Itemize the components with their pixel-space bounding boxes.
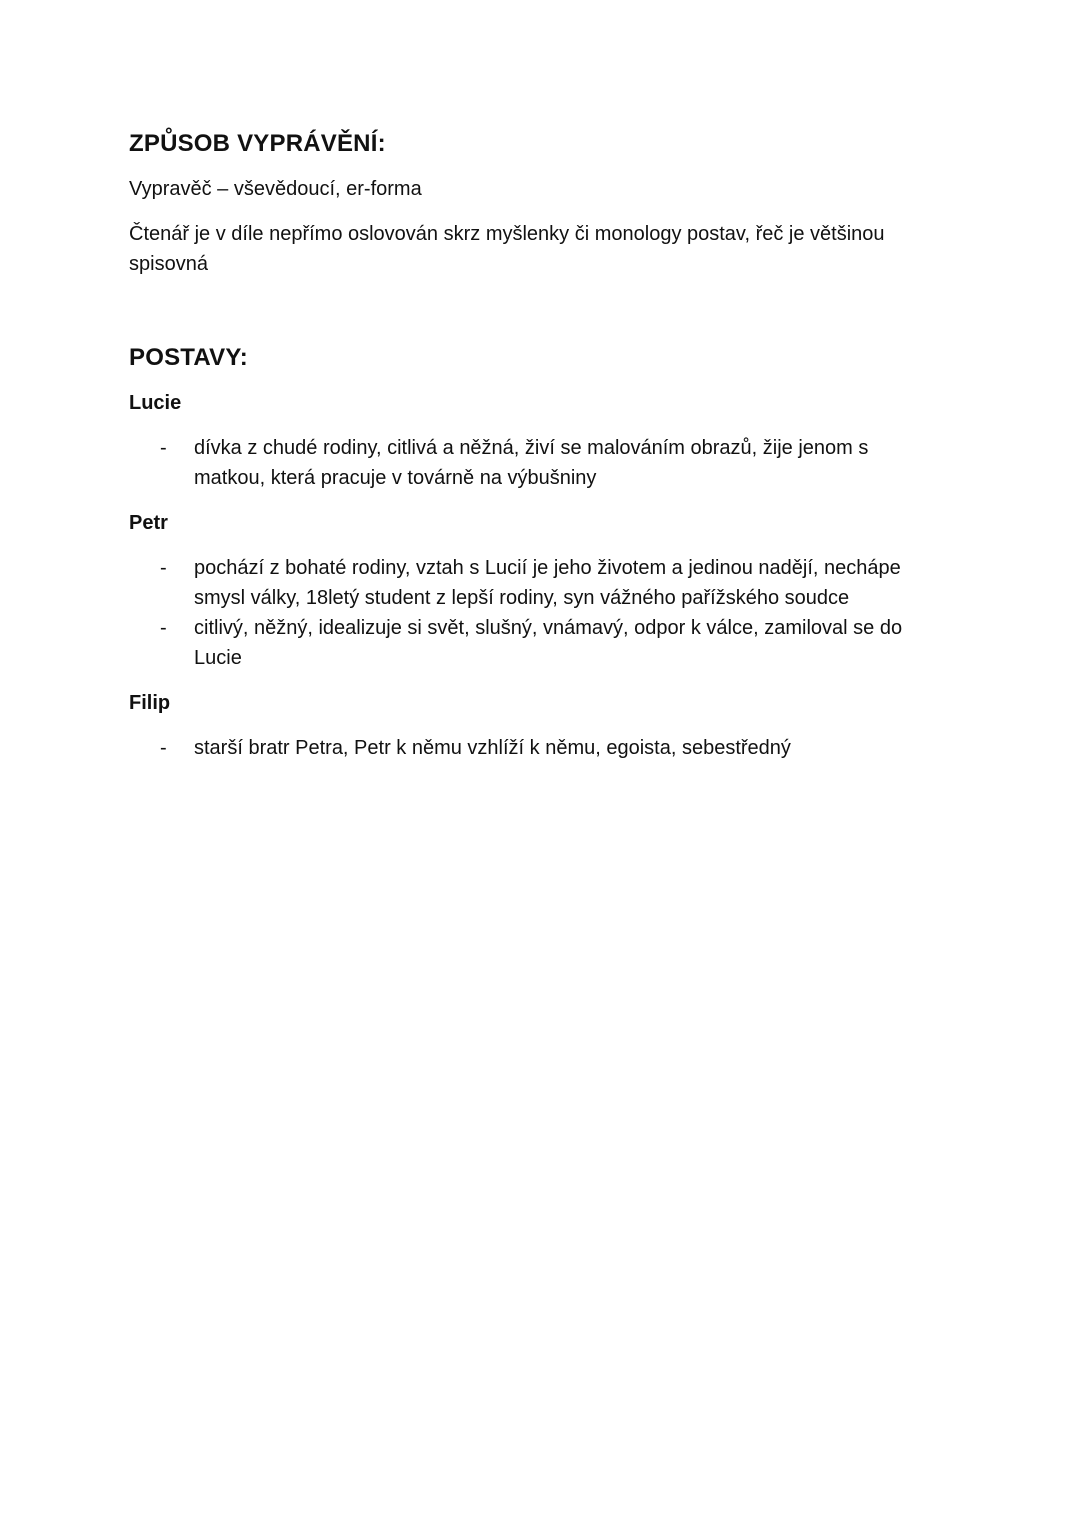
narration-heading: ZPŮSOB VYPRÁVĚNÍ: — [129, 130, 386, 157]
character-name-filip: Filip — [129, 692, 171, 714]
trait-text: dívka z chudé rodiny, citlivá a něžná, živí se malováním obrazů, žije jenom s matkou, která pracuje v továrně na výbušniny — [194, 437, 869, 489]
character-traits-lucie — [129, 433, 949, 493]
section-spacer — [129, 294, 949, 342]
narrator-paragraph: Vypravěč – vševědoucí, er-forma — [129, 178, 422, 200]
trait-item — [129, 553, 934, 613]
trait-text: starší bratr Petra, Petr k němu vzhlíží k němu, egoista, sebestředný — [194, 737, 791, 759]
document-content — [129, 128, 949, 778]
bullet-dash: - — [160, 557, 167, 579]
trait-text: pochází z bohaté rodiny, vztah s Lucií je jeho životem a jedinou nadějí, nechápe smysl války, 18letý student z lepší rodiny, syn vážného pařížského soudce — [194, 557, 901, 609]
bullet-dash: - — [160, 737, 167, 759]
trait-text: citlivý, něžný, idealizuje si svět, slušný, vnámavý, odpor k válce, zamiloval se do Lucie — [194, 617, 903, 669]
trait-item — [129, 733, 934, 763]
characters-section — [129, 342, 949, 763]
narration-section — [129, 128, 949, 279]
character-traits-petr — [129, 553, 949, 673]
character-name-lucie: Lucie — [129, 392, 182, 414]
trait-item — [129, 433, 934, 493]
reader-paragraph: Čtenář je v díle nepřímo oslovován skrz myšlenky či monology postav, řeč je většinou spisovná — [129, 223, 885, 275]
bullet-dash: - — [160, 617, 167, 639]
characters-heading: POSTAVY: — [129, 344, 248, 371]
character-name-petr: Petr — [129, 512, 168, 534]
character-traits-filip — [129, 733, 949, 763]
trait-item — [129, 613, 934, 673]
bullet-dash: - — [160, 437, 167, 459]
